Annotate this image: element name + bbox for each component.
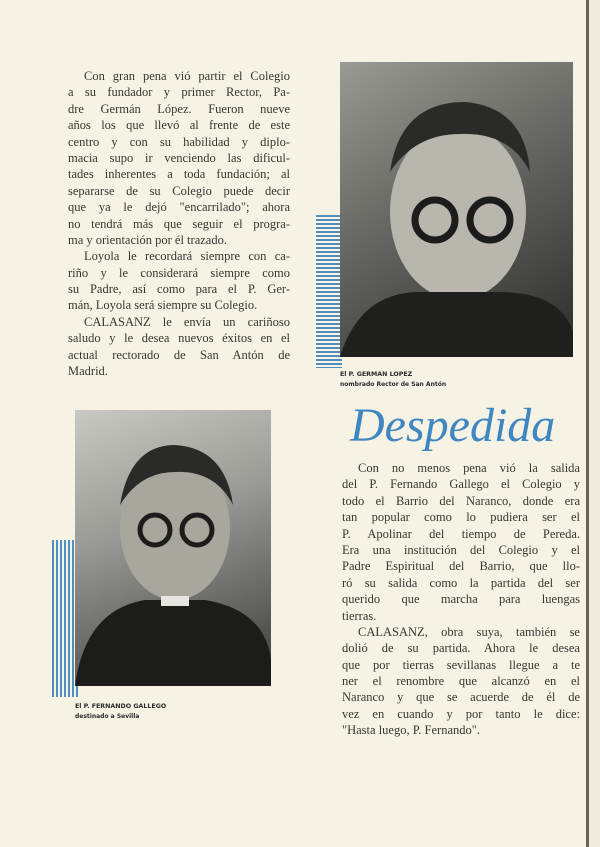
text-line: Padre Espiritual del Barrio, que llo- [342, 559, 580, 574]
text-line: Con gran pena vió partir el Colegio [84, 69, 290, 83]
text-line: años los que llevó al frente de este [68, 118, 290, 133]
text-line: dre Germán López. Fueron nueve [68, 101, 290, 116]
portrait-silhouette-icon [75, 410, 271, 686]
text-line: macia supo ir venciendo las dificul- [68, 150, 290, 165]
text-line: separarse de su Colegio puede decir [68, 183, 290, 198]
text-line: CALASANZ le envía un cariñoso [84, 314, 290, 329]
text-line: riño y le considerará siempre como [68, 265, 290, 280]
caption-name: El P. FERNANDO GALLEGO [75, 703, 167, 710]
photo-caption-2 [75, 702, 166, 722]
text-line: Con no menos pena vió la salida [358, 461, 580, 475]
text-line: "Hasta luego, P. Fernando". [342, 723, 480, 738]
text-line: Madrid. [68, 364, 108, 379]
caption-name: El P. GERMAN LOPEZ [340, 371, 413, 378]
heading-despedida: Despedida [350, 399, 556, 452]
text-line: vez en cuando y por tanto le dice: [342, 706, 580, 721]
text-line: tades inherentes a toda fundación; al [68, 167, 290, 182]
text-line: del P. Fernando Gallego el Colegio y [342, 477, 580, 492]
text-line: ró su salida como la partida del ser [342, 575, 580, 590]
text-line: Era una institución del Colegio y el [342, 542, 580, 557]
text-line: dolió de su partida. Ahora le desea [342, 641, 580, 656]
caption-sub: nombrado Rector de San Antón [340, 381, 447, 388]
page-edge [589, 0, 600, 847]
text-line: que ya le dejó "encarrilado"; ahora [68, 200, 290, 215]
decorative-stripes [316, 215, 342, 368]
caption-sub: destinado a Sevilla [75, 713, 140, 720]
text-line: a su fundador y primer Rector, Pa- [68, 85, 290, 100]
text-line: centro y con su habilidad y diplo- [68, 134, 290, 149]
portrait-silhouette-icon [340, 62, 573, 357]
text-line: todo el Barrio del Naranco, donde era [342, 493, 580, 508]
text-line: su Padre, así como para el P. Ger- [68, 282, 290, 297]
text-line: tan popular como lo pudiera ser el [342, 510, 580, 525]
text-line: tierras. [342, 608, 377, 623]
text-line: mán, Loyola será siempre su Colegio. [68, 298, 258, 313]
text-line: CALASANZ, obra suya, también se [358, 624, 580, 639]
text-line: querido que marcha para luengas [342, 592, 580, 607]
text-line: no tendrá más que seguir el progra- [68, 216, 290, 231]
portrait-german-lopez [340, 62, 573, 357]
left-article [68, 68, 290, 379]
text-line: Loyola le recordará siempre con ca- [84, 249, 290, 264]
text-line: Naranco y que se acuerde de él de [342, 690, 580, 705]
text-line: P. Apolinar del tiempo de Pereda. [342, 526, 580, 541]
photo-caption-1 [340, 370, 446, 390]
portrait-fernando-gallego [75, 410, 271, 686]
text-line: saludo y le desea nuevos éxitos en el [68, 331, 290, 346]
text-line: actual rectorado de San Antón de [68, 347, 290, 362]
right-article [342, 460, 580, 739]
text-line: ma y orientación por él trazado. [68, 232, 227, 247]
text-line: ner el renombre que alcanzó en el [342, 674, 580, 689]
text-line: que por tierras sevillanas llegue a te [342, 657, 580, 672]
